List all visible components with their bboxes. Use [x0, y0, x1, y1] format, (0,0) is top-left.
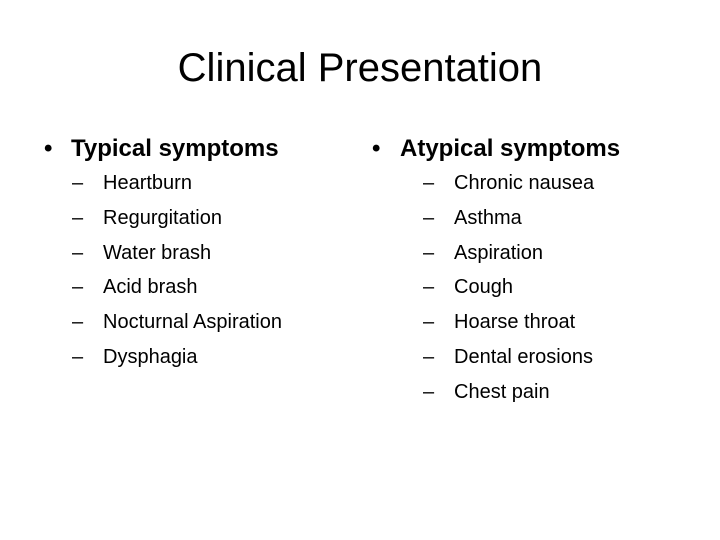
dash-icon: –	[72, 241, 84, 264]
dash-icon: –	[423, 206, 435, 229]
list-item-text: Hoarse throat	[454, 311, 576, 334]
bullet-icon: •	[372, 135, 381, 162]
dash-icon: –	[72, 276, 84, 299]
slide-title: Clinical Presentation	[177, 46, 543, 90]
list-item-text: Water brash	[103, 241, 212, 264]
dash-icon: –	[423, 241, 435, 264]
list-item-text: Acid brash	[103, 276, 198, 299]
list-item-text: Dysphagia	[103, 345, 198, 368]
list-item-text: Heartburn	[103, 172, 192, 194]
bullet-icon: •	[44, 135, 53, 162]
dash-icon: –	[423, 380, 435, 403]
list-item-text: Chronic nausea	[454, 172, 595, 194]
list-item-text: Chest pain	[454, 380, 550, 403]
dash-icon: –	[423, 345, 435, 368]
list-item-text: Dental erosions	[454, 345, 593, 368]
list-item-text: Aspiration	[454, 241, 543, 264]
dash-icon: –	[72, 311, 84, 334]
list-item-text: Regurgitation	[103, 206, 222, 229]
dash-icon: –	[72, 345, 84, 368]
atypical-symptoms-heading-text: Atypical symptoms	[400, 135, 621, 162]
typical-symptoms-heading-text: Typical symptoms	[71, 135, 279, 162]
list-item-text: Cough	[454, 276, 513, 299]
dash-icon: –	[423, 276, 435, 299]
list-item-text: Asthma	[454, 206, 522, 229]
dash-icon: –	[423, 172, 435, 194]
list-item-text: Nocturnal Aspiration	[103, 311, 282, 334]
dash-icon: –	[72, 172, 84, 194]
dash-icon: –	[72, 206, 84, 229]
dash-icon: –	[423, 311, 435, 334]
